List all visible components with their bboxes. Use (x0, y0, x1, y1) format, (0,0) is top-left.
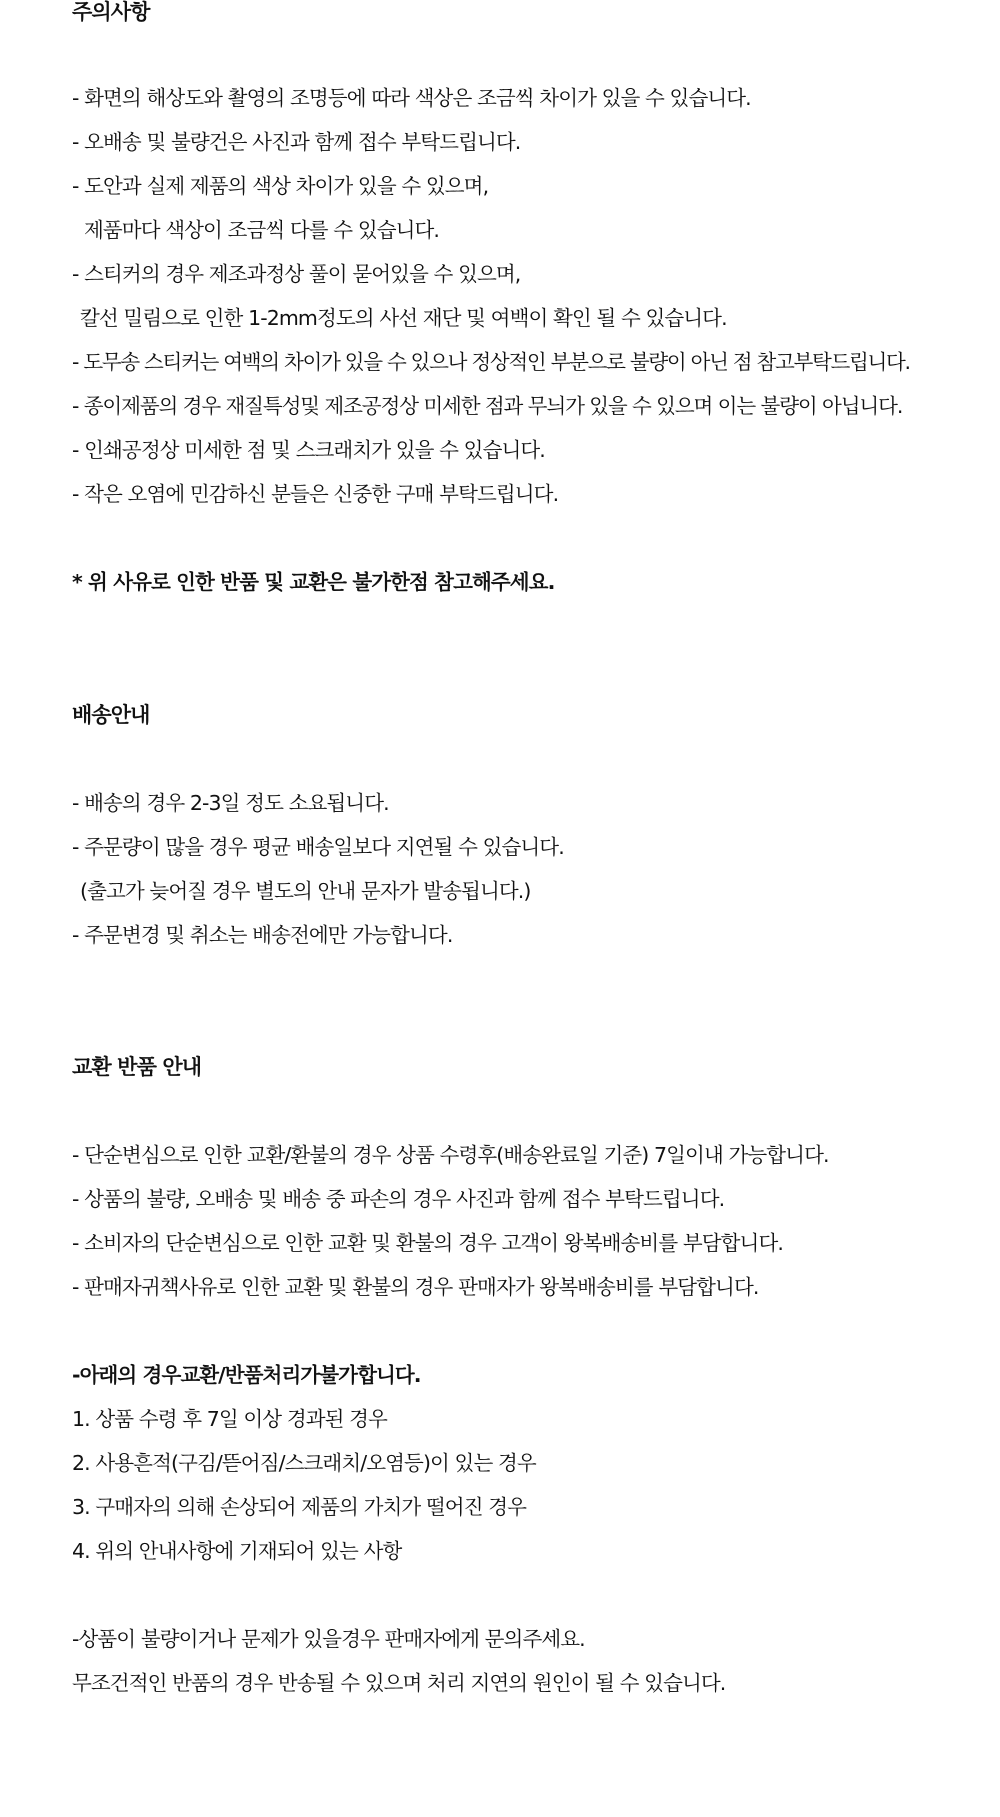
returns-exception-item: 4. 위의 안내사항에 기재되어 있는 사항 (72, 1539, 402, 1563)
caution-title: 주의사항 (72, 0, 150, 24)
returns-item: - 판매자귀책사유로 인한 교환 및 환불의 경우 판매자가 왕복배송비를 부담합니다. (72, 1275, 759, 1299)
caution-item: - 작은 오염에 민감하신 분들은 신중한 구매 부탁드립니다. (72, 482, 559, 506)
caution-item: - 도무송 스티커는 여백의 차이가 있을 수 있으나 정상적인 부분으로 불량이 아닌 점 참고부탁드립니다. (72, 350, 910, 374)
caution-item: - 화면의 해상도와 촬영의 조명등에 따라 색상은 조금씩 차이가 있을 수 있습니다. (72, 86, 751, 110)
shipping-item: - 주문량이 많을 경우 평균 배송일보다 지연될 수 있습니다. (72, 835, 564, 859)
returns-closing-line: 무조건적인 반품의 경우 반송될 수 있으며 처리 지연의 원인이 될 수 있습니다. (72, 1671, 726, 1695)
caution-item: - 도안과 실제 제품의 색상 차이가 있을 수 있으며, (72, 174, 489, 198)
caution-item: - 종이제품의 경우 재질특성및 제조공정상 미세한 점과 무늬가 있을 수 있으며 이는 불량이 아닙니다. (72, 394, 903, 418)
caution-item: - 인쇄공정상 미세한 점 및 스크래치가 있을 수 있습니다. (72, 438, 545, 462)
shipping-title: 배송안내 (72, 703, 150, 727)
returns-exception-item: 1. 상품 수령 후 7일 이상 경과된 경우 (72, 1407, 387, 1431)
shipping-item: - 배송의 경우 2-3일 정도 소요됩니다. (72, 791, 389, 815)
returns-closing-line: -상품이 불량이거나 문제가 있을경우 판매자에게 문의주세요. (72, 1627, 585, 1651)
caution-item: 제품마다 색상이 조금씩 다를 수 있습니다. (84, 218, 440, 242)
caution-note: * 위 사유로 인한 반품 및 교환은 불가한점 참고해주세요. (72, 570, 555, 594)
caution-item: 칼선 밀림으로 인한 1-2mm정도의 사선 재단 및 여백이 확인 될 수 있습니다. (80, 306, 727, 330)
caution-item: - 스티커의 경우 제조과정상 풀이 묻어있을 수 있으며, (72, 262, 521, 286)
returns-exception-item: 2. 사용흔적(구김/뜯어짐/스크래치/오염등)이 있는 경우 (72, 1451, 536, 1475)
returns-item: - 상품의 불량, 오배송 및 배송 중 파손의 경우 사진과 함께 접수 부탁드립니다. (72, 1187, 725, 1211)
returns-item: - 소비자의 단순변심으로 인한 교환 및 환불의 경우 고객이 왕복배송비를 부담합니다. (72, 1231, 783, 1255)
returns-item: - 단순변심으로 인한 교환/환불의 경우 상품 수령후(배송완료일 기준) 7일이내 가능합니다. (72, 1143, 829, 1167)
caution-item: - 오배송 및 불량건은 사진과 함께 접수 부탁드립니다. (72, 130, 521, 154)
shipping-item: (출고가 늦어질 경우 별도의 안내 문자가 발송됩니다.) (80, 879, 531, 903)
returns-title: 교환 반품 안내 (72, 1055, 202, 1079)
returns-exception-title: -아래의 경우교환/반품처리가불가합니다. (72, 1363, 421, 1387)
returns-exception-item: 3. 구매자의 의해 손상되어 제품의 가치가 떨어진 경우 (72, 1495, 527, 1519)
shipping-item: - 주문변경 및 취소는 배송전에만 가능합니다. (72, 923, 453, 947)
